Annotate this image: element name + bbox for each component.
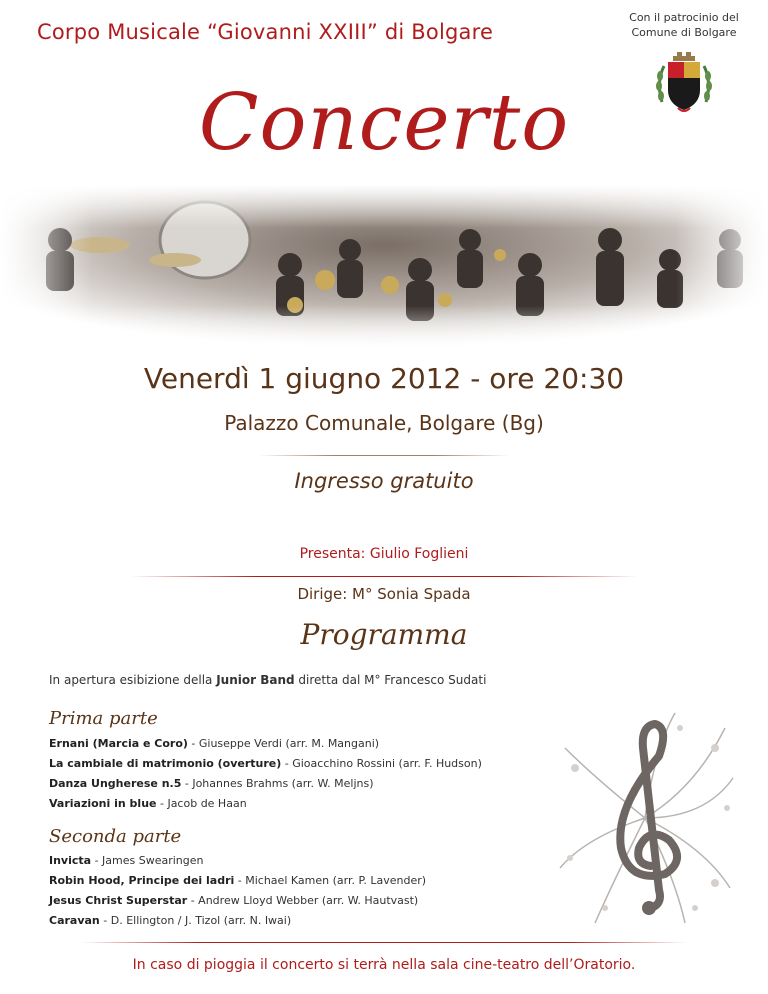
divider <box>130 576 638 577</box>
patronage-line-1: Con il patrocinio del <box>629 11 739 24</box>
list-item <box>49 871 426 891</box>
piece-list <box>49 734 482 814</box>
piece-title: Jesus Christ Superstar <box>49 894 188 907</box>
entry-note: Ingresso gratuito <box>294 469 474 493</box>
piece-detail: - Jacob de Haan <box>156 797 247 810</box>
piece-list <box>49 851 426 931</box>
list-item <box>49 851 426 871</box>
part-title: Seconda parte <box>49 826 182 847</box>
piece-detail: - Andrew Lloyd Webber (arr. W. Hautvast) <box>187 894 419 907</box>
piece-detail: - Giuseppe Verdi (arr. M. Mangani) <box>187 737 380 750</box>
piece-title: Danza Ungherese n.5 <box>49 777 182 790</box>
piece-title: Caravan <box>49 914 100 927</box>
list-item <box>49 891 426 911</box>
presenter: Presenta: Giulio Foglieni <box>299 546 469 562</box>
event-date-time: Venerdì 1 giugno 2012 - ore 20:30 <box>143 362 625 395</box>
piece-title: Ernani (Marcia e Coro) <box>49 737 188 750</box>
piece-detail: - Michael Kamen (arr. P. Lavender) <box>234 874 427 887</box>
opening-note <box>49 673 486 687</box>
event-venue: Palazzo Comunale, Bolgare (Bg) <box>224 411 544 435</box>
organization-name: Corpo Musicale “Giovanni XXIII” di Bolgare <box>37 20 494 44</box>
piece-title: Invicta <box>49 854 92 867</box>
divider <box>80 942 688 943</box>
conductor: Dirige: M° Sonia Spada <box>297 585 471 603</box>
piece-title: La cambiale di matrimonio (overture) <box>49 757 282 770</box>
list-item <box>49 734 482 754</box>
rain-note: In caso di pioggia il concerto si terrà nella sala cine-teatro dell’Oratorio. <box>132 957 636 973</box>
piece-detail: - James Swearingen <box>91 854 204 867</box>
list-item <box>49 911 426 931</box>
program-title: Programma <box>300 618 468 651</box>
piece-title: Robin Hood, Principe dei ladri <box>49 874 235 887</box>
divider <box>258 455 510 456</box>
junior-band-name: Junior Band <box>216 673 295 687</box>
piece-detail: - Johannes Brahms (arr. W. Meljns) <box>181 777 374 790</box>
band-photo <box>0 185 768 357</box>
piece-detail: - Gioacchino Rossini (arr. F. Hudson) <box>281 757 482 770</box>
opening-text: In apertura esibizione della <box>49 673 217 687</box>
list-item <box>49 754 482 774</box>
list-item <box>49 794 482 814</box>
part-title: Prima parte <box>49 708 158 729</box>
patronage-note <box>614 10 754 40</box>
piece-title: Variazioni in blue <box>49 797 157 810</box>
piece-detail: - D. Ellington / J. Tizol (arr. N. Iwai) <box>99 914 292 927</box>
patronage-line-2: Comune di Bolgare <box>631 26 737 39</box>
concert-title: Concerto <box>198 78 570 168</box>
treble-clef-icon <box>555 708 735 928</box>
opening-text-end: diretta dal M° Francesco Sudati <box>294 673 487 687</box>
list-item <box>49 774 482 794</box>
